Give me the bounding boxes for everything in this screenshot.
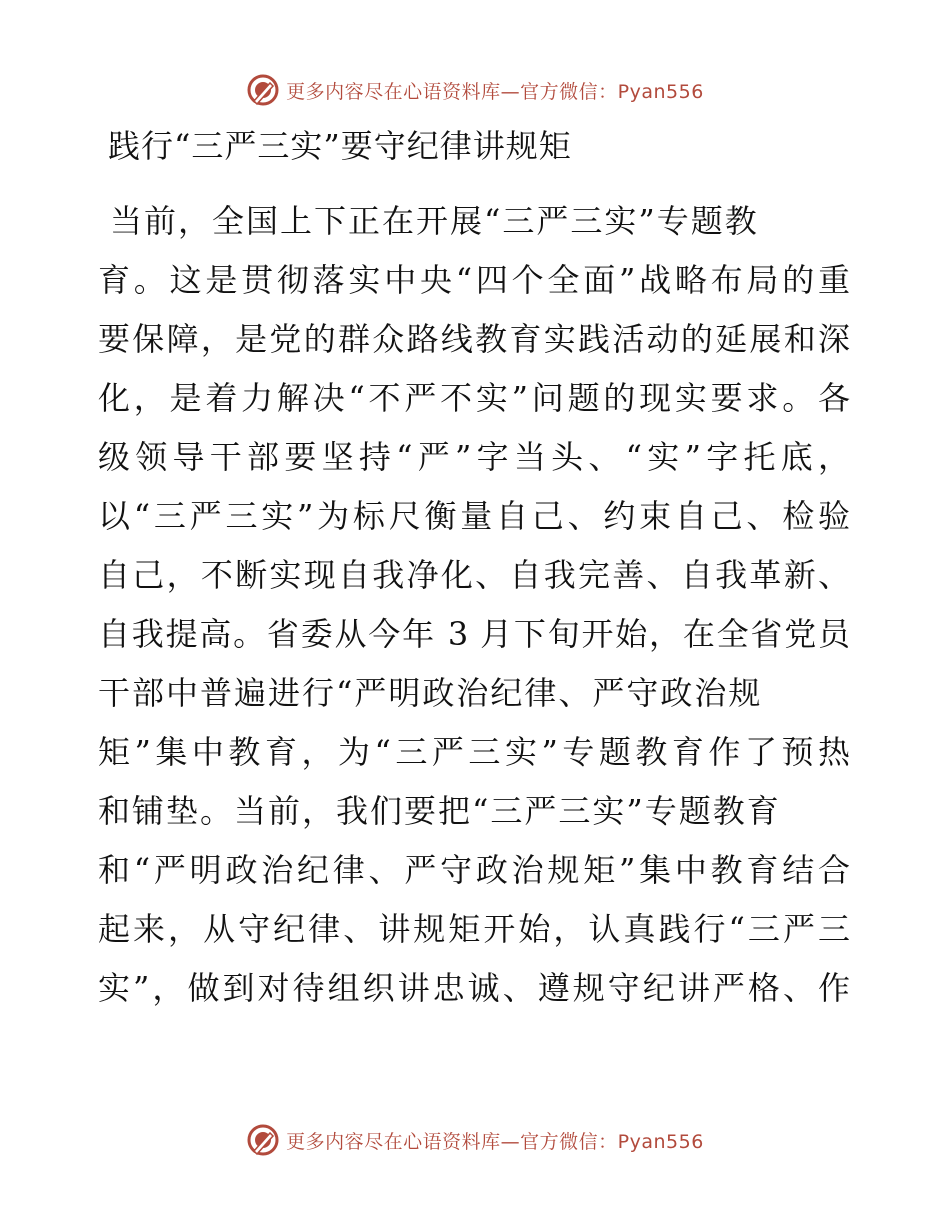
- body-line: 以“三严三实”为标尺衡量自己、约束自己、检验: [98, 497, 850, 535]
- banner-text: 更多内容尽在心语资料库—官方微信：Pyan556: [286, 1130, 704, 1153]
- body-line: 当前，全国上下正在开展“三严三实”专题教: [110, 202, 759, 240]
- body-line: 矩”集中教育，为“三严三实”专题教育作了预热: [98, 733, 850, 771]
- body-line: 实”，做到对待组织讲忠诚、遵规守纪讲严格、作: [98, 969, 850, 1007]
- body-line: 自我提高。省委从今年 3 月下旬开始，在全省党员: [98, 615, 850, 653]
- body-line: 化，是着力解决“不严不实”问题的现实要求。各: [98, 379, 850, 417]
- body-line: 要保障，是党的群众路线教育实践活动的延展和深: [98, 320, 850, 358]
- banner-text: 更多内容尽在心语资料库—官方微信：Pyan556: [286, 80, 704, 103]
- pen-logo-icon: [246, 73, 280, 107]
- footer-banner: [0, 1120, 950, 1160]
- body-line: 干部中普遍进行“严明政治纪律、严守政治规: [98, 674, 763, 712]
- body-line: 自己，不断实现自我净化、自我完善、自我革新、: [98, 556, 850, 594]
- body-line: 和铺垫。当前，我们要把“三严三实”专题教育: [98, 792, 781, 830]
- header-banner: [0, 70, 950, 110]
- body-line: 级领导干部要坚持“严”字当头、“实”字托底，: [98, 438, 850, 476]
- document-title: 践行“三严三实”要守纪律讲规矩: [108, 127, 572, 165]
- document-body: [98, 192, 850, 1018]
- body-line: 育。这是贯彻落实中央“四个全面”战略布局的重: [98, 261, 850, 299]
- body-line: 和“严明政治纪律、严守政治规矩”集中教育结合: [98, 851, 850, 889]
- body-line: 起来，从守纪律、讲规矩开始，认真践行“三严三: [98, 910, 850, 948]
- pen-logo-icon: [246, 1123, 280, 1157]
